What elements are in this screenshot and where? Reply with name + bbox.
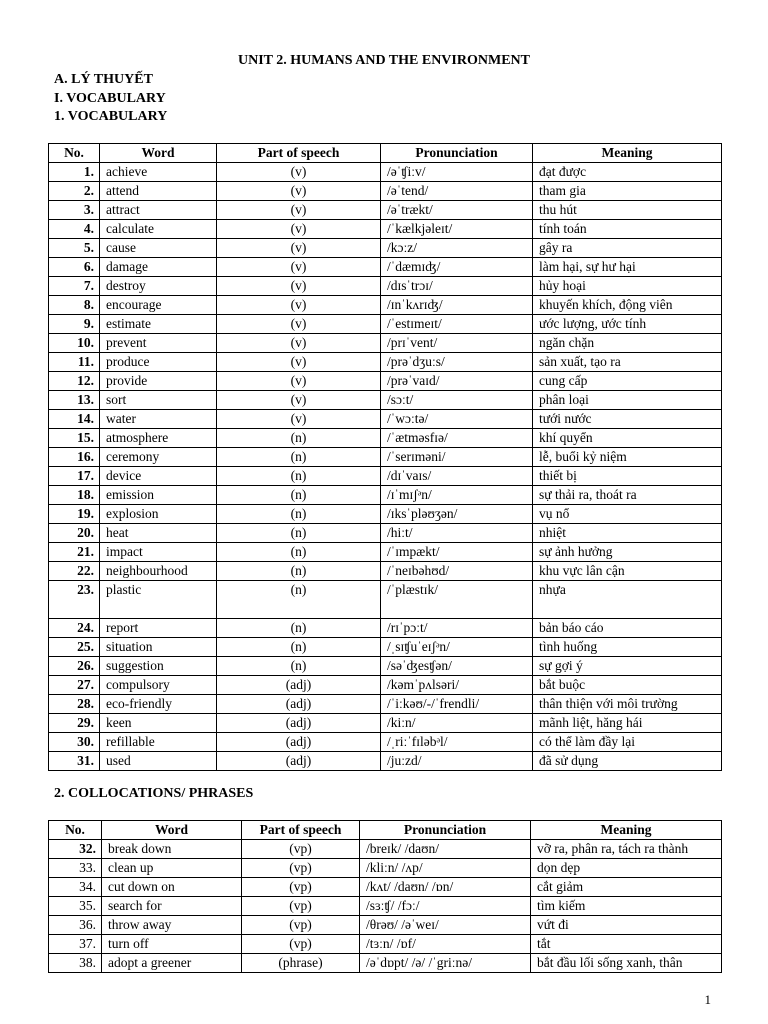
part-of-speech-cell: (vp) [242, 916, 360, 935]
header-part-of-speech: Part of speech [242, 821, 360, 840]
pronunciation-cell: /əˈtend/ [381, 182, 533, 201]
pronunciation-cell: /prəˈdʒuːs/ [381, 353, 533, 372]
pronunciation-cell: /ɪˈmɪʃᵊn/ [381, 486, 533, 505]
vocabulary-table [48, 143, 722, 771]
section-1-heading: 1. VOCABULARY [54, 109, 168, 124]
pronunciation-cell: /kʌt/ /daʊn/ /ɒn/ [360, 878, 531, 897]
row-number: 23. [49, 581, 100, 619]
part-of-speech-cell: (v) [217, 334, 381, 353]
word-cell: report [100, 619, 217, 638]
part-of-speech-cell: (v) [217, 372, 381, 391]
row-number: 36. [49, 916, 102, 935]
pronunciation-cell: /ˌsɪʧuˈeɪʃᵊn/ [381, 638, 533, 657]
part-of-speech-cell: (v) [217, 220, 381, 239]
table-row [49, 714, 722, 733]
meaning-cell: dọn dẹp [531, 859, 722, 878]
meaning-cell: ước lượng, ước tính [533, 315, 722, 334]
header-word: Word [102, 821, 242, 840]
meaning-cell: lễ, buổi kỷ niệm [533, 448, 722, 467]
pronunciation-cell: /sɔːt/ [381, 391, 533, 410]
meaning-cell: vỡ ra, phân ra, tách ra thành [531, 840, 722, 859]
table-row [49, 619, 722, 638]
table-row [49, 391, 722, 410]
meaning-cell: bản báo cáo [533, 619, 722, 638]
word-cell: encourage [100, 296, 217, 315]
row-number: 22. [49, 562, 100, 581]
table-row [49, 543, 722, 562]
meaning-cell: gây ra [533, 239, 722, 258]
table-row [49, 372, 722, 391]
pronunciation-cell: /hiːt/ [381, 524, 533, 543]
table-row [49, 277, 722, 296]
row-number: 37. [49, 935, 102, 954]
table-row [49, 353, 722, 372]
part-of-speech-cell: (adj) [217, 695, 381, 714]
meaning-cell: tính toán [533, 220, 722, 239]
table-row [49, 163, 722, 182]
word-cell: eco-friendly [100, 695, 217, 714]
word-cell: sort [100, 391, 217, 410]
table-row [49, 315, 722, 334]
word-cell: neighbourhood [100, 562, 217, 581]
word-cell: device [100, 467, 217, 486]
word-cell: refillable [100, 733, 217, 752]
row-number: 9. [49, 315, 100, 334]
word-cell: break down [102, 840, 242, 859]
row-number: 32. [49, 840, 102, 859]
row-number: 26. [49, 657, 100, 676]
pronunciation-cell: /ɪnˈkʌrɪʤ/ [381, 296, 533, 315]
header-no: No. [49, 144, 100, 163]
pronunciation-cell: /juːzd/ [381, 752, 533, 771]
table-header-row [49, 821, 722, 840]
meaning-cell: vụ nổ [533, 505, 722, 524]
table-row [49, 638, 722, 657]
meaning-cell: có thể làm đầy lại [533, 733, 722, 752]
meaning-cell: sự ảnh hưởng [533, 543, 722, 562]
row-number: 35. [49, 897, 102, 916]
pronunciation-cell: /prɪˈvent/ [381, 334, 533, 353]
meaning-cell: khu vực lân cận [533, 562, 722, 581]
row-number: 27. [49, 676, 100, 695]
pronunciation-cell: /sɜːʧ/ /fɔː/ [360, 897, 531, 916]
part-of-speech-cell: (v) [217, 315, 381, 334]
part-of-speech-cell: (phrase) [242, 954, 360, 973]
meaning-cell: hủy hoại [533, 277, 722, 296]
part-of-speech-cell: (n) [217, 524, 381, 543]
table-row [49, 524, 722, 543]
table-header-row [49, 144, 722, 163]
table-row [49, 201, 722, 220]
row-number: 24. [49, 619, 100, 638]
table-row [49, 676, 722, 695]
row-number: 21. [49, 543, 100, 562]
row-number: 1. [49, 163, 100, 182]
part-of-speech-cell: (n) [217, 657, 381, 676]
row-number: 31. [49, 752, 100, 771]
row-number: 3. [49, 201, 100, 220]
word-cell: cause [100, 239, 217, 258]
pronunciation-cell: /kɔːz/ [381, 239, 533, 258]
table-row [49, 657, 722, 676]
pronunciation-cell: /dɪsˈtrɔɪ/ [381, 277, 533, 296]
word-cell: calculate [100, 220, 217, 239]
meaning-cell: nhựa [533, 581, 722, 619]
part-of-speech-cell: (adj) [217, 752, 381, 771]
pronunciation-cell: /ˈplæstɪk/ [381, 581, 533, 619]
table-row [49, 878, 722, 897]
word-cell: explosion [100, 505, 217, 524]
table-row [49, 182, 722, 201]
row-number: 10. [49, 334, 100, 353]
table-row [49, 935, 722, 954]
meaning-cell: đã sử dụng [533, 752, 722, 771]
row-number: 5. [49, 239, 100, 258]
word-cell: suggestion [100, 657, 217, 676]
meaning-cell: nhiệt [533, 524, 722, 543]
row-number: 30. [49, 733, 100, 752]
section-2-heading: 2. COLLOCATIONS/ PHRASES [54, 786, 254, 801]
word-cell: clean up [102, 859, 242, 878]
header-meaning: Meaning [533, 144, 722, 163]
part-of-speech-cell: (n) [217, 543, 381, 562]
page-title: UNIT 2. HUMANS AND THE ENVIRONMENT [238, 53, 530, 68]
meaning-cell: sản xuất, tạo ra [533, 353, 722, 372]
word-cell: damage [100, 258, 217, 277]
pronunciation-cell: /ˈserɪməni/ [381, 448, 533, 467]
table-row [49, 733, 722, 752]
row-number: 33. [49, 859, 102, 878]
part-of-speech-cell: (v) [217, 410, 381, 429]
pronunciation-cell: /tɜːn/ /ɒf/ [360, 935, 531, 954]
meaning-cell: tưới nước [533, 410, 722, 429]
meaning-cell: tìm kiếm [531, 897, 722, 916]
part-of-speech-cell: (n) [217, 619, 381, 638]
pronunciation-cell: /ˈkælkjəleɪt/ [381, 220, 533, 239]
meaning-cell: cắt giảm [531, 878, 722, 897]
word-cell: search for [102, 897, 242, 916]
word-cell: emission [100, 486, 217, 505]
header-pronunciation: Pronunciation [360, 821, 531, 840]
row-number: 7. [49, 277, 100, 296]
part-of-speech-cell: (adj) [217, 676, 381, 695]
row-number: 28. [49, 695, 100, 714]
word-cell: impact [100, 543, 217, 562]
row-number: 19. [49, 505, 100, 524]
part-of-speech-cell: (n) [217, 448, 381, 467]
part-of-speech-cell: (n) [217, 486, 381, 505]
pronunciation-cell: /dɪˈvaɪs/ [381, 467, 533, 486]
word-cell: keen [100, 714, 217, 733]
pronunciation-cell: /əˈtrækt/ [381, 201, 533, 220]
table-row [49, 448, 722, 467]
meaning-cell: tham gia [533, 182, 722, 201]
part-of-speech-cell: (adj) [217, 714, 381, 733]
word-cell: turn off [102, 935, 242, 954]
header-pronunciation: Pronunciation [381, 144, 533, 163]
row-number: 14. [49, 410, 100, 429]
pronunciation-cell: /prəˈvaɪd/ [381, 372, 533, 391]
table-row [49, 916, 722, 935]
word-cell: provide [100, 372, 217, 391]
page-number: 1 [704, 992, 711, 1007]
pronunciation-cell: /ˌriːˈfɪləbᵊl/ [381, 733, 533, 752]
part-of-speech-cell: (v) [217, 353, 381, 372]
word-cell: adopt a greener [102, 954, 242, 973]
meaning-cell: sự gợi ý [533, 657, 722, 676]
pronunciation-cell: /ˈestɪmeɪt/ [381, 315, 533, 334]
word-cell: atmosphere [100, 429, 217, 448]
section-a-heading: A. LÝ THUYẾT [54, 72, 153, 87]
row-number: 20. [49, 524, 100, 543]
pronunciation-cell: /kliːn/ /ʌp/ [360, 859, 531, 878]
part-of-speech-cell: (vp) [242, 840, 360, 859]
meaning-cell: khuyến khích, động viên [533, 296, 722, 315]
row-number: 11. [49, 353, 100, 372]
table-row [49, 220, 722, 239]
meaning-cell: cung cấp [533, 372, 722, 391]
row-number: 18. [49, 486, 100, 505]
row-number: 12. [49, 372, 100, 391]
meaning-cell: ngăn chặn [533, 334, 722, 353]
pronunciation-cell: /ˈdæmɪʤ/ [381, 258, 533, 277]
word-cell: plastic [100, 581, 217, 619]
word-cell: prevent [100, 334, 217, 353]
row-number: 38. [49, 954, 102, 973]
row-number: 16. [49, 448, 100, 467]
table-row [49, 859, 722, 878]
part-of-speech-cell: (vp) [242, 935, 360, 954]
part-of-speech-cell: (v) [217, 239, 381, 258]
meaning-cell: thân thiện với môi trường [533, 695, 722, 714]
part-of-speech-cell: (v) [217, 182, 381, 201]
part-of-speech-cell: (v) [217, 201, 381, 220]
meaning-cell: đạt được [533, 163, 722, 182]
row-number: 29. [49, 714, 100, 733]
word-cell: destroy [100, 277, 217, 296]
row-number: 17. [49, 467, 100, 486]
part-of-speech-cell: (vp) [242, 897, 360, 916]
table-row [49, 467, 722, 486]
pronunciation-cell: /θrəʊ/ /əˈweɪ/ [360, 916, 531, 935]
word-cell: achieve [100, 163, 217, 182]
pronunciation-cell: /ˈneɪbəhʊd/ [381, 562, 533, 581]
table-row [49, 562, 722, 581]
meaning-cell: thiết bị [533, 467, 722, 486]
row-number: 15. [49, 429, 100, 448]
row-number: 13. [49, 391, 100, 410]
part-of-speech-cell: (n) [217, 638, 381, 657]
part-of-speech-cell: (n) [217, 505, 381, 524]
header-no: No. [49, 821, 102, 840]
part-of-speech-cell: (n) [217, 429, 381, 448]
word-cell: compulsory [100, 676, 217, 695]
word-cell: estimate [100, 315, 217, 334]
meaning-cell: phân loại [533, 391, 722, 410]
section-i-heading: I. VOCABULARY [54, 91, 166, 106]
table-row [49, 695, 722, 714]
pronunciation-cell: /əˈdɒpt/ /ə/ /ˈgriːnə/ [360, 954, 531, 973]
part-of-speech-cell: (n) [217, 581, 381, 619]
word-cell: cut down on [102, 878, 242, 897]
word-cell: ceremony [100, 448, 217, 467]
table-row [49, 840, 722, 859]
header-meaning: Meaning [531, 821, 722, 840]
meaning-cell: mãnh liệt, hăng hái [533, 714, 722, 733]
pronunciation-cell: /kiːn/ [381, 714, 533, 733]
table-row [49, 410, 722, 429]
meaning-cell: khí quyển [533, 429, 722, 448]
part-of-speech-cell: (v) [217, 258, 381, 277]
meaning-cell: bắt đầu lối sống xanh, thân [531, 954, 722, 973]
meaning-cell: vứt đi [531, 916, 722, 935]
row-number: 25. [49, 638, 100, 657]
part-of-speech-cell: (v) [217, 296, 381, 315]
pronunciation-cell: /əˈʧiːv/ [381, 163, 533, 182]
part-of-speech-cell: (v) [217, 391, 381, 410]
part-of-speech-cell: (n) [217, 562, 381, 581]
word-cell: water [100, 410, 217, 429]
pronunciation-cell: /kəmˈpʌlsəri/ [381, 676, 533, 695]
table-row [49, 505, 722, 524]
part-of-speech-cell: (v) [217, 163, 381, 182]
table-row [49, 486, 722, 505]
table-row [49, 239, 722, 258]
header-part-of-speech: Part of speech [217, 144, 381, 163]
pronunciation-cell: /ˈætməsfɪə/ [381, 429, 533, 448]
part-of-speech-cell: (adj) [217, 733, 381, 752]
meaning-cell: tình huống [533, 638, 722, 657]
pronunciation-cell: /ˈɪmpækt/ [381, 543, 533, 562]
row-number: 2. [49, 182, 100, 201]
row-number: 34. [49, 878, 102, 897]
meaning-cell: sự thải ra, thoát ra [533, 486, 722, 505]
pronunciation-cell: /ɪksˈpləʊʒən/ [381, 505, 533, 524]
table-row [49, 296, 722, 315]
part-of-speech-cell: (vp) [242, 878, 360, 897]
meaning-cell: bắt buộc [533, 676, 722, 695]
word-cell: situation [100, 638, 217, 657]
word-cell: attract [100, 201, 217, 220]
pronunciation-cell: /ˈiːkəʊ/-/ˈfrendli/ [381, 695, 533, 714]
pronunciation-cell: /ˈwɔːtə/ [381, 410, 533, 429]
part-of-speech-cell: (n) [217, 467, 381, 486]
table-row [49, 897, 722, 916]
row-number: 4. [49, 220, 100, 239]
word-cell: throw away [102, 916, 242, 935]
pronunciation-cell: /rɪˈpɔːt/ [381, 619, 533, 638]
table-row [49, 429, 722, 448]
table-row [49, 258, 722, 277]
meaning-cell: tắt [531, 935, 722, 954]
table-row [49, 752, 722, 771]
word-cell: produce [100, 353, 217, 372]
meaning-cell: làm hại, sự hư hại [533, 258, 722, 277]
table-row [49, 334, 722, 353]
pronunciation-cell: /səˈʤesʧən/ [381, 657, 533, 676]
phrases-table [48, 820, 722, 973]
pronunciation-cell: /breɪk/ /daʊn/ [360, 840, 531, 859]
word-cell: heat [100, 524, 217, 543]
word-cell: attend [100, 182, 217, 201]
table-row [49, 581, 722, 619]
part-of-speech-cell: (vp) [242, 859, 360, 878]
table-row [49, 954, 722, 973]
row-number: 6. [49, 258, 100, 277]
part-of-speech-cell: (v) [217, 277, 381, 296]
header-word: Word [100, 144, 217, 163]
meaning-cell: thu hút [533, 201, 722, 220]
word-cell: used [100, 752, 217, 771]
row-number: 8. [49, 296, 100, 315]
